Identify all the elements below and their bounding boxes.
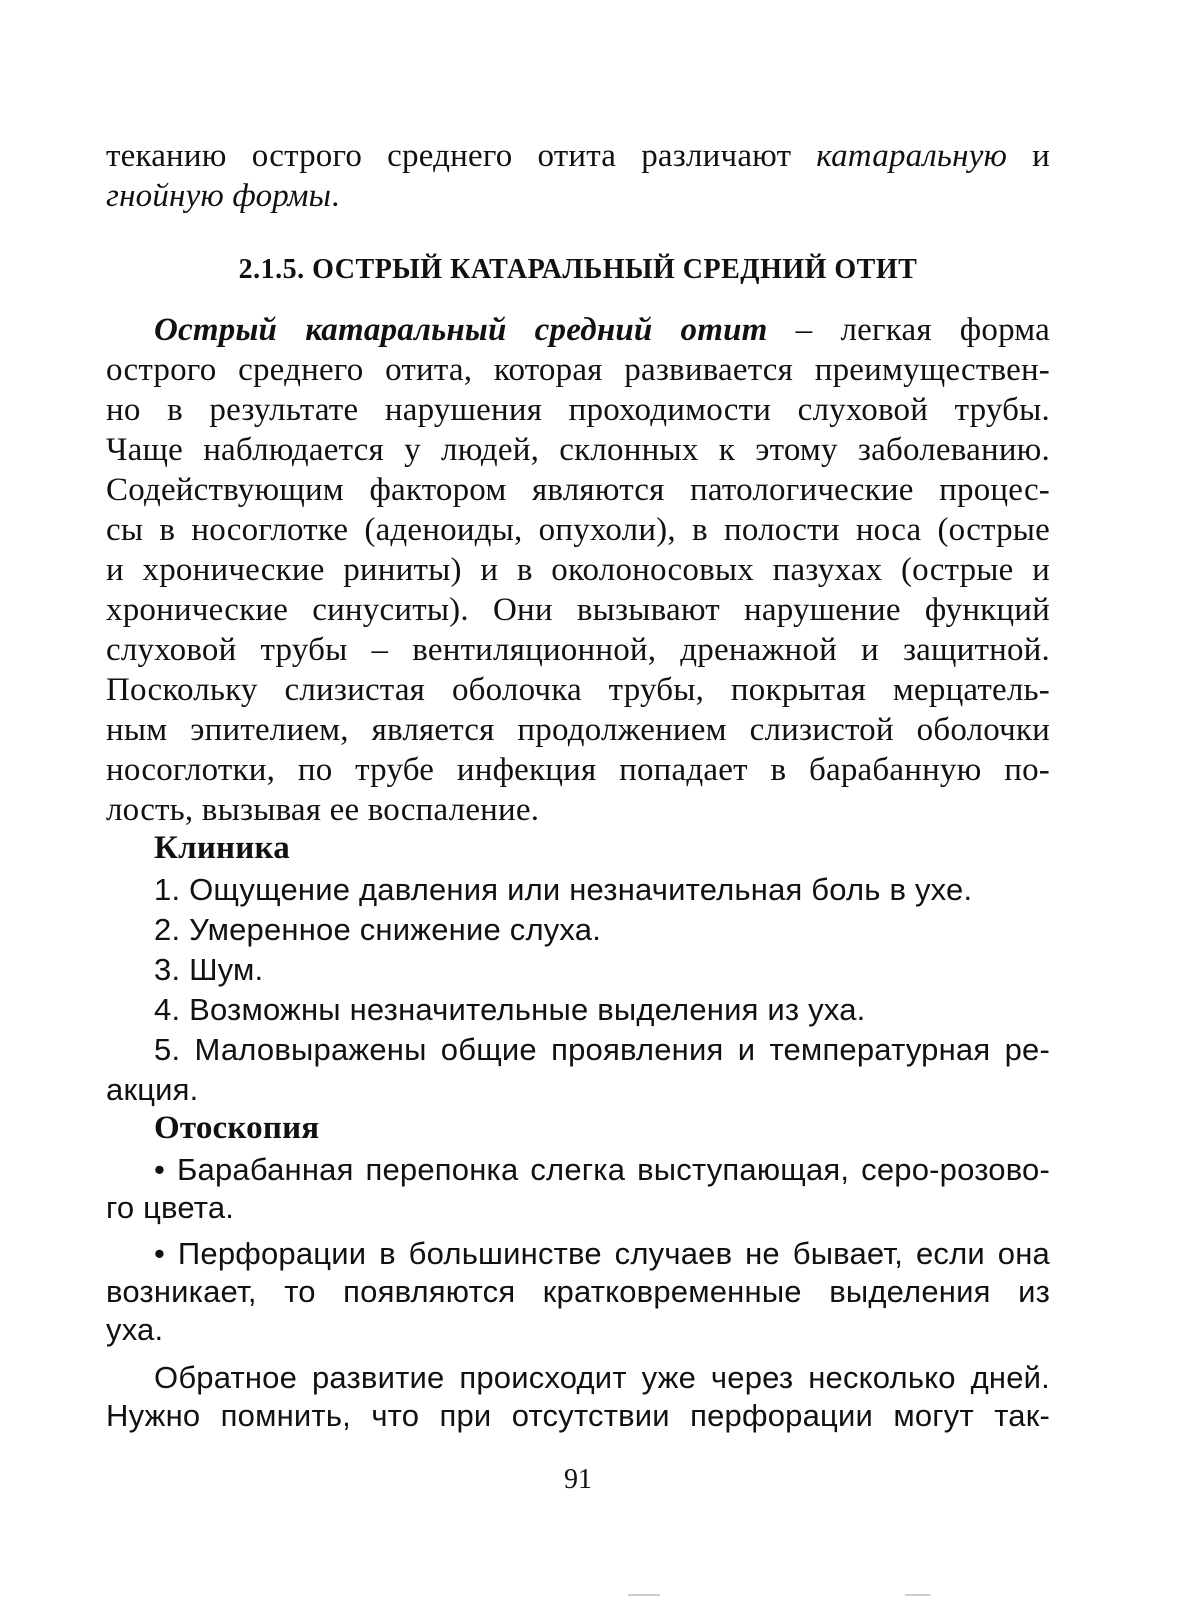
definition-text: – легкая форма (767, 312, 1050, 348)
section-heading: 2.1.5. ОСТРЫЙ КАТАРАЛЬНЫЙ СРЕДНИЙ ОТИТ (238, 254, 918, 285)
definition-line-last: лость, вызывая ее воспаление. (106, 792, 540, 828)
closing-line: Обратное развитие происходит уже через несколько дней. (154, 1360, 1050, 1395)
definition-term: Острый катаральный средний отит (154, 312, 768, 348)
intro-period: . (331, 178, 340, 214)
clinic-item: 2. Умеренное снижение слуха. (154, 912, 602, 947)
otoscopy-line: уха. (106, 1312, 164, 1347)
clinic-title: Клиника (154, 830, 290, 866)
otoscopy-line: • Барабанная перепонка слегка выступающая, серо-розово- (154, 1152, 1050, 1187)
otoscopy-title: Отоскопия (154, 1110, 320, 1146)
book-page (106, 130, 1050, 1510)
otoscopy-line: возникает, то появляются кратковременные выделения из (106, 1274, 1050, 1309)
intro-conjunction: и (1032, 138, 1050, 174)
scan-edge-mark (628, 1594, 660, 1596)
definition-line-1 (154, 310, 1050, 350)
definition-line: ным эпителием, является продолжением слизистой оболочки (106, 712, 1050, 748)
closing-line: Нужно помнить, что при отсутствии перфорации могут так- (106, 1398, 1050, 1433)
definition-line: Чаще наблюдается у людей, склонных к этому заболеванию. (106, 432, 1050, 468)
clinic-item: 1. Ощущение давления или незначительная боль в ухе. (154, 872, 973, 907)
scan-edge-mark (905, 1594, 931, 1596)
clinic-item-continuation: акция. (106, 1072, 199, 1107)
intro-line-2 (106, 176, 1050, 216)
definition-line: Содействующим фактором являются патологические процес- (106, 472, 1050, 508)
clinic-item: 3. Шум. (154, 952, 264, 987)
intro-italic-forms: гнойную формы (106, 178, 332, 214)
page-number: 91 (564, 1464, 592, 1495)
definition-line: острого среднего отита, которая развивается преимуществен- (106, 352, 1050, 388)
definition-line: сы в носоглотке (аденоиды, опухоли), в полости носа (острые (106, 512, 1050, 548)
definition-line: хронические синуситы). Они вызывают нарушение функций (106, 592, 1050, 628)
intro-text: теканию острого среднего отита различают (106, 138, 792, 174)
definition-line: Поскольку слизистая оболочка трубы, покрытая мерцатель- (106, 672, 1050, 708)
clinic-item: 4. Возможны незначительные выделения из уха. (154, 992, 866, 1027)
definition-line: но в результате нарушения проходимости слуховой трубы. (106, 392, 1050, 428)
definition-line: слуховой трубы – вентиляционной, дренажной и защитной. (106, 632, 1050, 668)
intro-line-1 (106, 136, 1050, 176)
clinic-item: 5. Маловыражены общие проявления и температурная ре- (154, 1032, 1050, 1067)
definition-line: и хронические риниты) и в околоносовых пазухах (острые и (106, 552, 1050, 588)
otoscopy-line: • Перфорации в большинстве случаев не бывает, если она (154, 1236, 1050, 1271)
otoscopy-line: го цвета. (106, 1190, 235, 1225)
intro-italic-term: катаральную (816, 138, 1008, 174)
definition-line: носоглотки, по трубе инфекция попадает в барабанную по- (106, 752, 1050, 788)
